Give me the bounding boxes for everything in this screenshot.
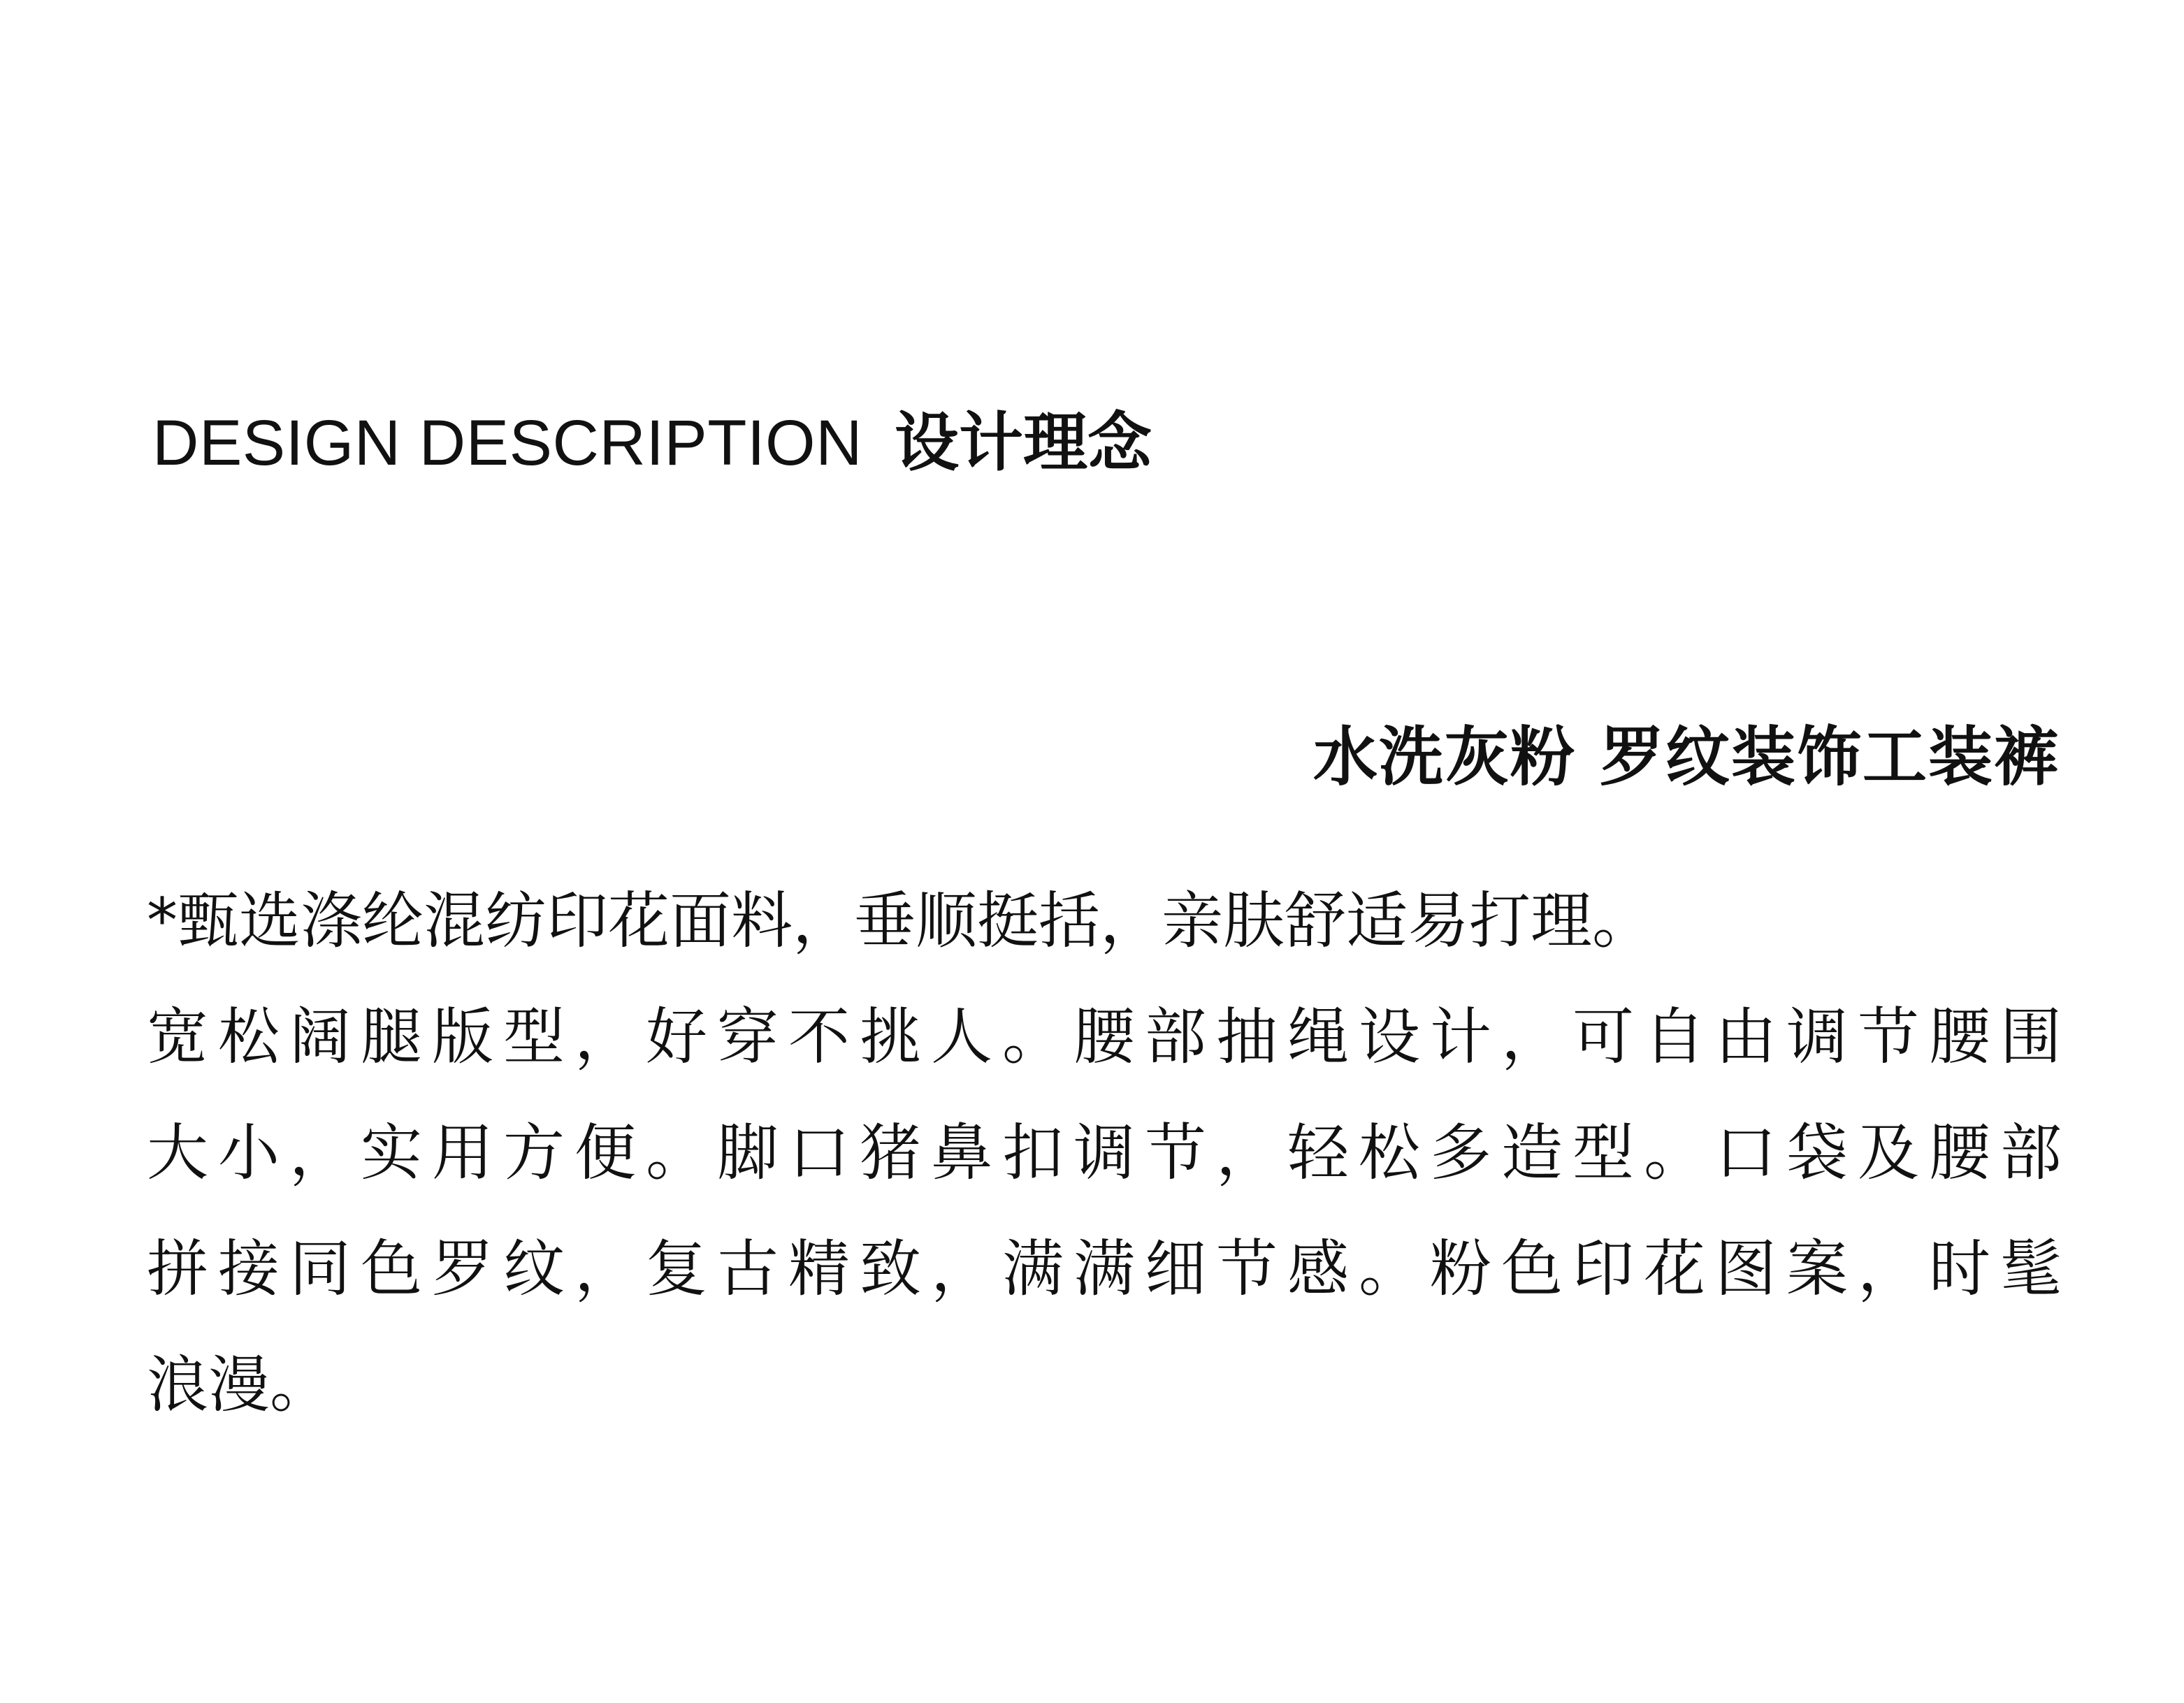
description-line: 浪漫。 xyxy=(147,1349,332,1421)
heading-english: DESIGN DESCRIPTION xyxy=(152,407,863,479)
description-line: 宽松阔腿版型，好穿不挑人。腰部抽绳设计，可自由调节腰围 xyxy=(147,1001,2062,1073)
product-description xyxy=(147,863,2062,1443)
description-line: *甄选涤纶混纺印花面料，垂顺挺括，亲肤舒适易打理。 xyxy=(147,885,1654,957)
section-heading xyxy=(152,391,1152,484)
product-title: 水洗灰粉 罗纹装饰工装裤 xyxy=(1312,720,2060,795)
description-line: 大小，实用方便。脚口猪鼻扣调节，轻松多造型。口袋及腰部 xyxy=(147,1117,2062,1189)
heading-chinese: 设计理念 xyxy=(895,405,1152,480)
description-line: 拼接同色罗纹，复古精致，满满细节感。粉色印花图案，时髦 xyxy=(147,1233,2062,1305)
